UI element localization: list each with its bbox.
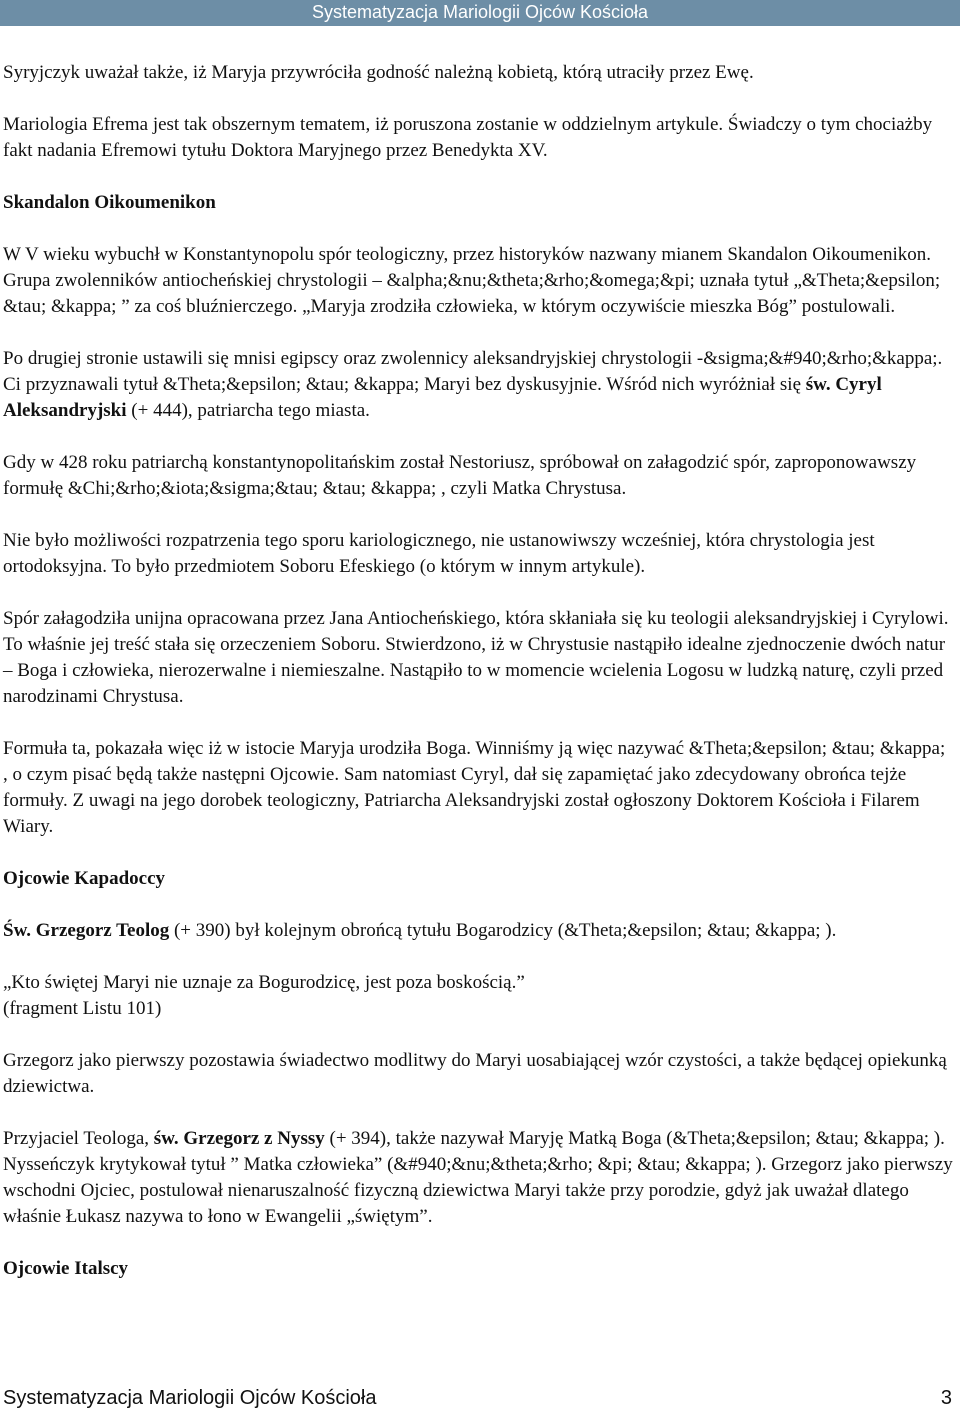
paragraph: Mariologia Efrema jest tak obszernym tematem, iż poruszona zostanie w oddzielnym artykule. Świadczy o tym chociażby fakt nadania Efremowi tytułu Doktora Maryjnego przez Benedykta XV.: [3, 114, 933, 161]
bold-name: Św. Grzegorz Teolog: [3, 920, 170, 941]
paragraph: Nie było możliwości rozpatrzenia tego sporu kariologicznego, nie ustanowiwszy wcześniej, która chrystologia jest ortodoksyjna. To było przedmiotem Soboru Efeskiego (o którym w innym artykule).: [3, 530, 875, 577]
page-footer: [3, 1387, 952, 1417]
document-body: [3, 60, 953, 1308]
text: (+ 444), patriarcha tego miasta.: [126, 400, 370, 421]
paragraph: W V wieku wybuchł w Konstantynopolu spór teologiczny, przez historyków nazwany mianem Skandalon Oikoumenikon. Grupa zwolenników antiocheńskiej chrystologii – &alpha;&nu;&theta;&rho;&omega;&pi; uznała tytuł „&Theta;&epsilon; &tau; &kappa; ” za coś bluźnierczego. „Maryja zrodziła człowieka, w którym oczywiście mieszka Bóg” postulowali.: [3, 244, 941, 317]
paragraph: Spór załagodziła unijna opracowana przez Jana Antiocheńskiego, która skłaniała się ku teologii aleksandryjskiej i Cyrylowi. To właśnie jej treść stała się orzeczeniem Soboru. Stwierdzono, iż w Chrystusie nastąpiło idealne zjednoczenie dwóch natur – Boga i człowieka, nierozerwalne i niemieszalne. Nastąpiło to w momencie wcielenia Logosu w ludzką naturę, czyli przed narodzinami Chrystusa.: [3, 608, 949, 707]
section-heading-kapadocy: Ojcowie Kapadoccy: [3, 868, 166, 889]
quote-source: (fragment Listu 101): [3, 998, 162, 1019]
paragraph: Formuła ta, pokazała więc iż w istocie Maryja urodziła Boga. Winniśmy ją więc nazywać &Theta;&epsilon; &tau; &kappa; , o czym pisać będą także następni Ojcowie. Sam natomiast Cyryl, dał się zapamiętać jako zdecydowany obrońca tejże formuły. Z uwagi na jego dorobek teologiczny, Patriarcha Aleksandryjski został ogłoszony Doktorem Kościoła i Filarem Wiary.: [3, 738, 946, 837]
quote-paragraph: [3, 970, 953, 1022]
page-number: 3: [940, 1387, 952, 1409]
paragraph: Syryjczyk uważał także, iż Maryja przywróciła godność należną kobietą, którą utraciły przez Ewę.: [3, 62, 754, 83]
section-heading-italscy: Ojcowie Italscy: [3, 1258, 129, 1279]
paragraph: Gdy w 428 roku patriarchą konstantynopolitańskim został Nestoriusz, spróbował on załagodzić spór, zaproponowawszy formułę &Chi;&rho;&iota;&sigma;&tau; &tau; &kappa; , czyli Matka Chrystusa.: [3, 452, 917, 499]
bold-name: św. Cyryl Aleksandryjski: [3, 374, 882, 421]
bold-name: św. Grzegorz z Nyssy: [153, 1128, 325, 1149]
text: Przyjaciel Teologa,: [3, 1128, 154, 1149]
text: (+ 394), także nazywał Maryję Matką Boga (&Theta;&epsilon; &tau; &kappa; ). Nysseńczyk krytykował tytuł ” Matka człowieka” (&#940;&nu;&theta;&rho; &pi; &tau; &kappa; ). Grzegorz jako pierwszy wschodni Ojciec, postulował nienaruszalność fizyczną dziewictwa Maryi także przy porodzie, gdyż jak uważał dlatego właśnie Łukasz nazywa to łono w Ewangelii „świętym”.: [3, 1128, 953, 1227]
paragraph: [3, 346, 953, 424]
text: Po drugiej stronie ustawili się mnisi egipscy oraz zwolennicy aleksandryjskiej chrystologii -&sigma;&#940;&rho;&kappa;. Ci przyznawali tytuł &Theta;&epsilon; &tau; &kappa; Maryi bez dyskusyjnie. Wśród nich wyróżniał się: [3, 348, 943, 395]
text: (+ 390) był kolejnym obrońcą tytułu Bogarodzicy (&Theta;&epsilon; &tau; &kappa; ).: [169, 920, 837, 941]
footer-title: Systematyzacja Mariologii Ojców Kościoła: [3, 1387, 377, 1409]
page-header: [0, 0, 960, 26]
paragraph: [3, 1126, 953, 1230]
header-title: Systematyzacja Mariologii Ojców Kościoła: [311, 2, 649, 22]
paragraph: Grzegorz jako pierwszy pozostawia świadectwo modlitwy do Maryi uosabiającej wzór czystości, a także będącej opiekunką dziewictwa.: [3, 1050, 947, 1097]
paragraph: [3, 918, 953, 944]
quote: „Kto świętej Maryi nie uznaje za Bogurodzicę, jest poza boskością.”: [3, 972, 525, 993]
section-heading-skandalon: Skandalon Oikoumenikon: [3, 192, 216, 213]
